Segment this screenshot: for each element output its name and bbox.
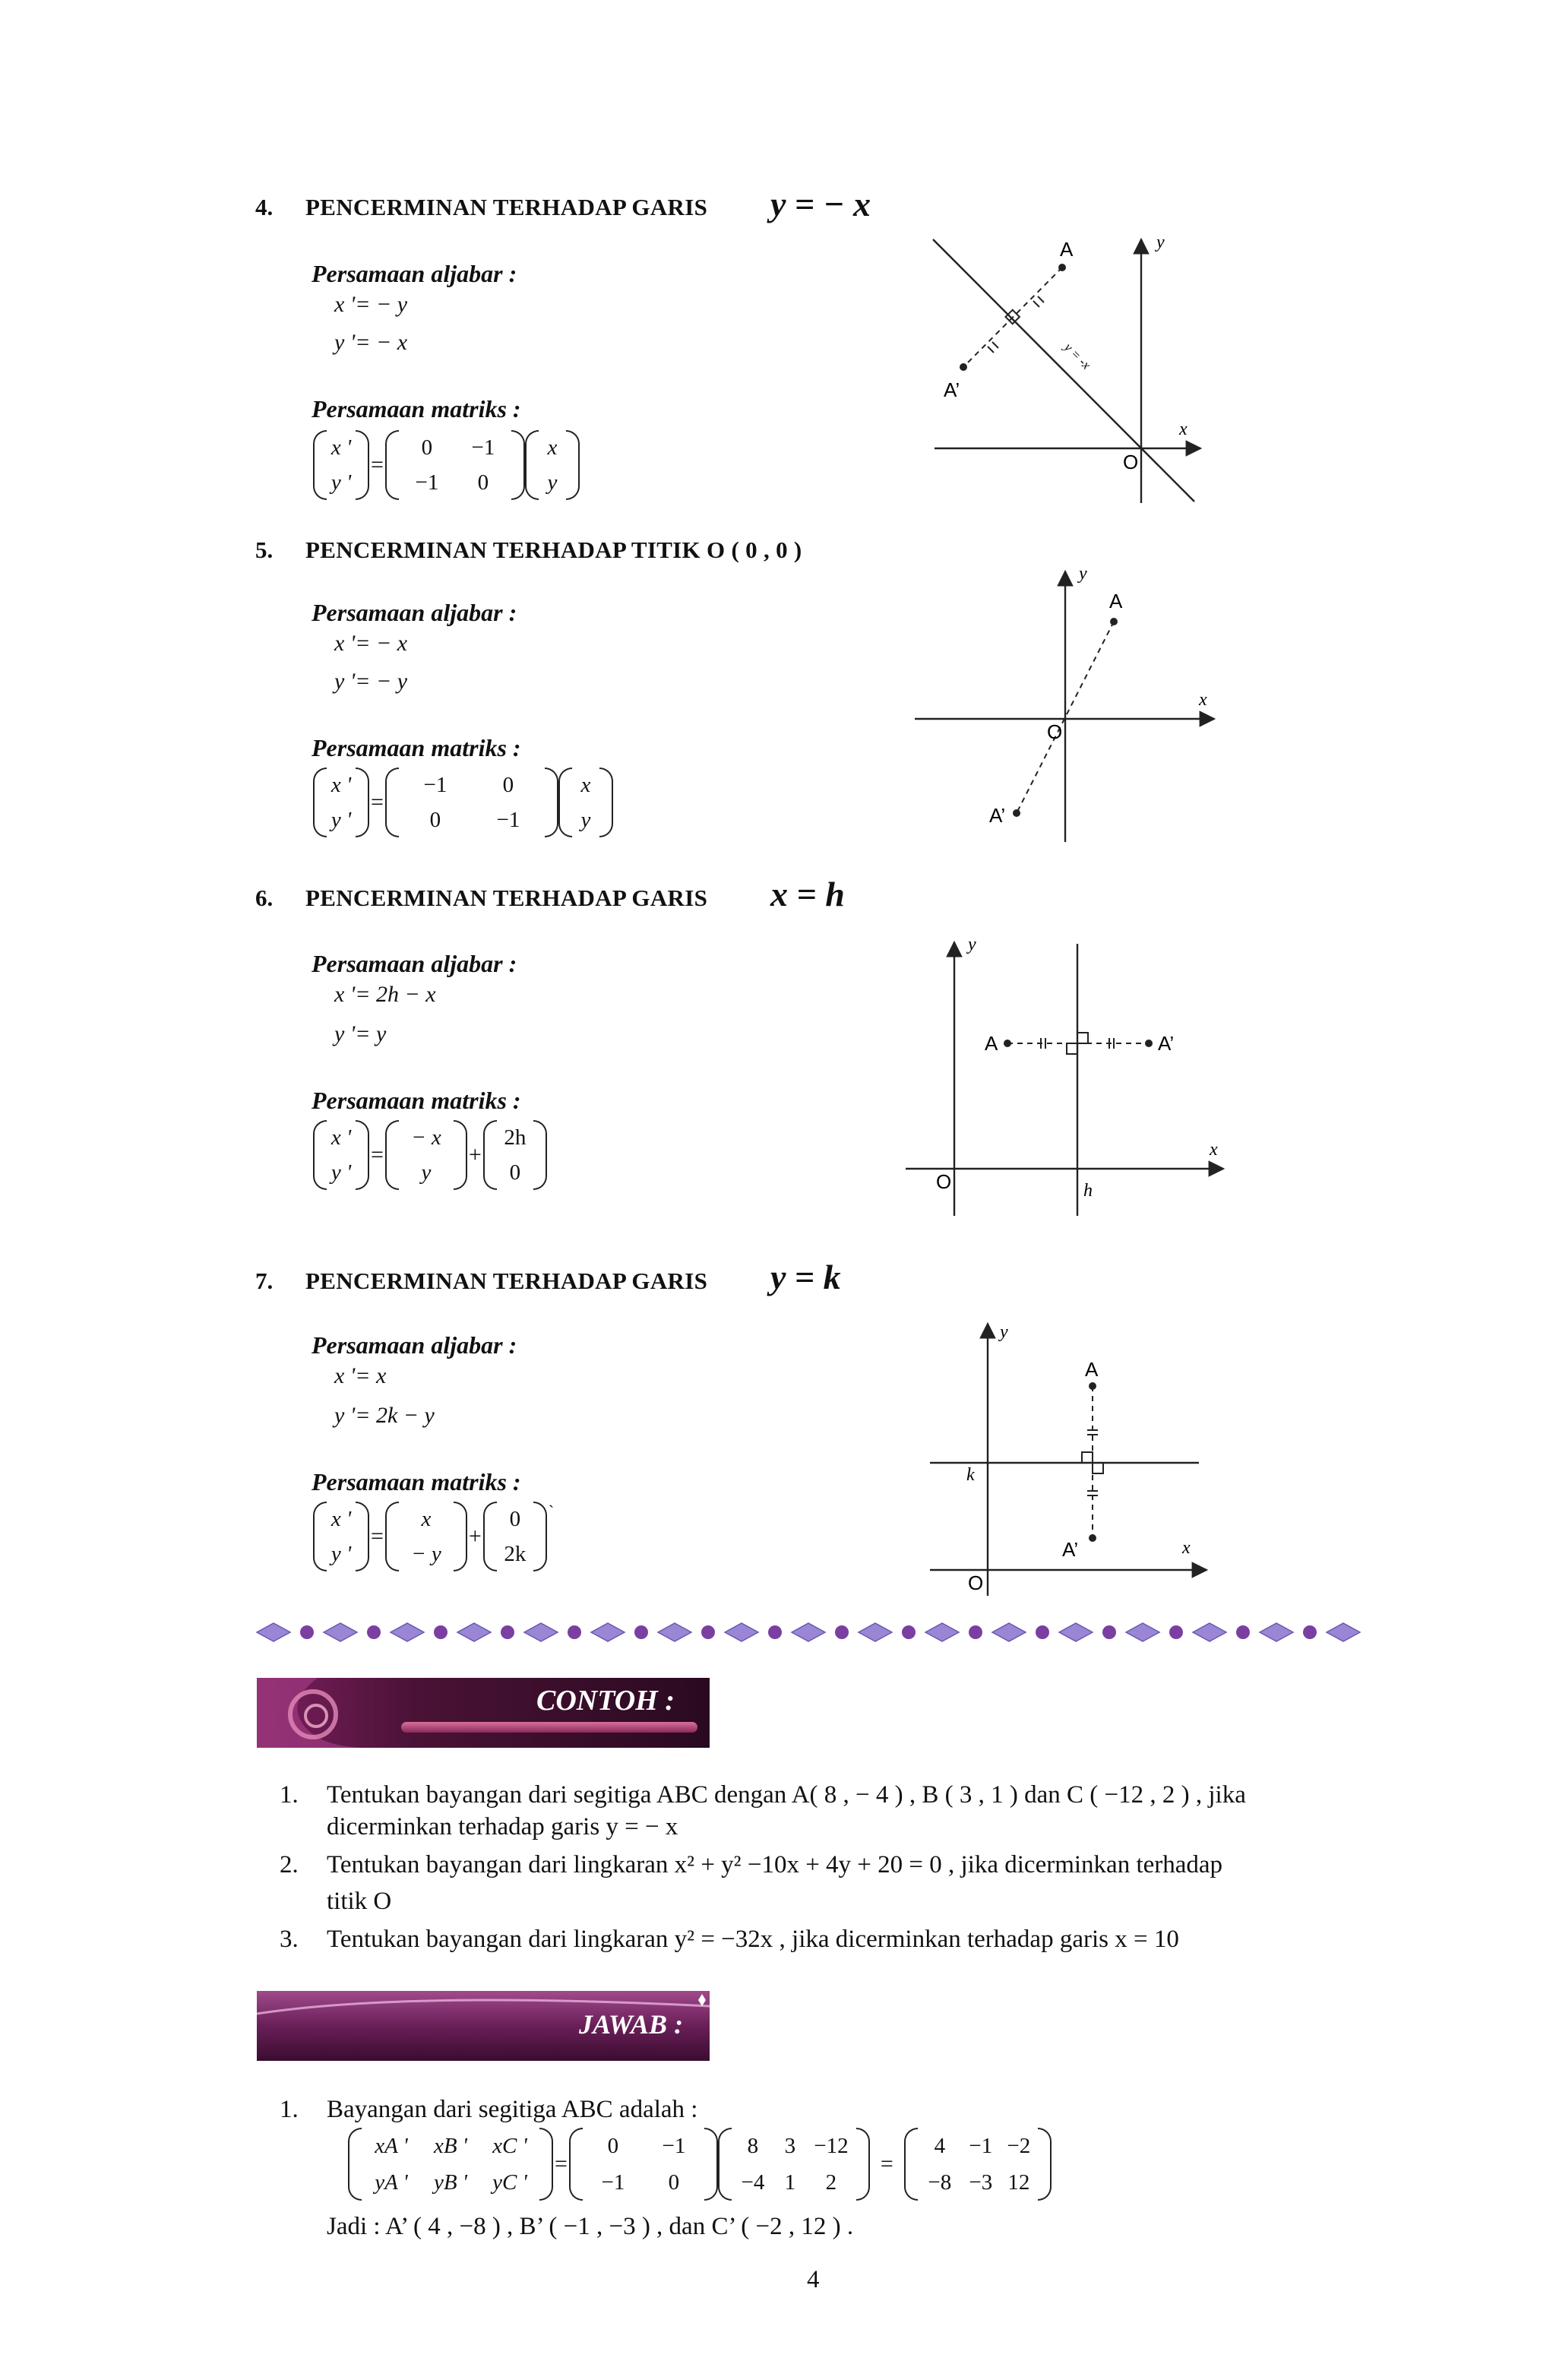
- divider-diamond: [725, 1623, 758, 1641]
- question-2-text: Tentukan bayangan dari lingkaran x² + y² −10x + 4y + 20 = 0 , jika dicerminkan terhadap: [327, 1851, 1223, 1878]
- divider-diamond: [324, 1623, 357, 1641]
- question-1-text: Tentukan bayangan dari segitiga ABC dengan A( 8 , − 4 ) , B ( 3 , 1 ) dan C ( −12 , 2 ) , jika: [327, 1781, 1246, 1809]
- label-y: y: [968, 935, 976, 954]
- jawab-banner-text: JAWAB :: [579, 2009, 684, 2040]
- dashed-segment: [963, 267, 1062, 367]
- label-a-prime: A’: [944, 378, 960, 401]
- label-k: k: [966, 1465, 975, 1485]
- divider-bead: [367, 1625, 381, 1639]
- divider-bead: [1236, 1625, 1250, 1639]
- point-a: [1058, 264, 1066, 271]
- section-6-aljabar-label: Persamaan aljabar :: [312, 950, 517, 977]
- divider-bead: [300, 1625, 314, 1639]
- label-a: A: [985, 1032, 998, 1055]
- graph-reflection-origin: [904, 562, 1238, 851]
- divider-bead: [969, 1625, 982, 1639]
- divider-diamond: [457, 1623, 491, 1641]
- label-y: y: [1156, 233, 1165, 252]
- graph-reflection-x-equals-h: [897, 933, 1246, 1222]
- section-6-aljabar-x: x '= 2h − x: [334, 982, 436, 1007]
- point-a-prime: [1013, 809, 1020, 817]
- contoh-banner-text: CONTOH :: [536, 1685, 675, 1717]
- section-7-title-math: y = k: [770, 1258, 841, 1296]
- label-h: h: [1083, 1181, 1093, 1201]
- point-a: [1089, 1382, 1096, 1390]
- section-5-number: 5.: [255, 536, 274, 563]
- label-x: x: [1182, 1538, 1191, 1558]
- divider-diamond: [1327, 1623, 1360, 1641]
- graph-reflection-y-minus-x: [897, 220, 1231, 509]
- divider-bead: [835, 1625, 849, 1639]
- question-1-number: 1.: [280, 1781, 299, 1809]
- section-6-matriks-label: Persamaan matriks :: [312, 1087, 521, 1114]
- label-origin: O: [968, 1571, 984, 1594]
- section-5-title: PENCERMINAN TERHADAP TITIK O ( 0 , 0 ): [305, 536, 802, 563]
- section-4-aljabar-x: x '= − y: [334, 292, 408, 317]
- divider-bead: [701, 1625, 715, 1639]
- section-4-matriks-label: Persamaan matriks :: [312, 395, 521, 423]
- decorative-divider: [255, 1617, 1380, 1647]
- label-x: x: [1199, 690, 1207, 710]
- divider-diamond: [591, 1623, 625, 1641]
- section-4-title: PENCERMINAN TERHADAP GARIS: [305, 194, 708, 220]
- section-6-number: 6.: [255, 885, 274, 911]
- label-origin: O: [1123, 451, 1139, 473]
- answer-1-number: 1.: [280, 2096, 299, 2123]
- section-7-aljabar-x: x '= x: [334, 1363, 387, 1388]
- section-7-matrix-equation: x ' y ' = x − y + 0 2k `: [313, 1502, 555, 1571]
- divider-diamond: [1126, 1623, 1159, 1641]
- answer-1-matrix-equation: xA ' xB ' xC ' yA ' yB ' yC ' = 0 −1 −1 0 8 3 −12 −4 1 2 = 4 −1 −2 −8 −3 12: [348, 2128, 1052, 2201]
- divider-bead: [768, 1625, 782, 1639]
- divider-diamond: [524, 1623, 558, 1641]
- label-a-prime: A’: [1158, 1032, 1175, 1055]
- question-1-text-cont: dicerminkan terhadap garis y = − x: [327, 1813, 678, 1840]
- divider-bead: [1102, 1625, 1116, 1639]
- divider-bead: [1169, 1625, 1183, 1639]
- section-5-matrix-equation: x ' y ' = −1 0 0 −1 x y: [313, 767, 613, 837]
- question-2-number: 2.: [280, 1851, 299, 1878]
- label-a-prime: A’: [1062, 1538, 1079, 1561]
- point-a-prime: [960, 363, 967, 371]
- divider-diamond: [992, 1623, 1026, 1641]
- section-4-title-math: y = − x: [770, 185, 871, 223]
- divider-diamond: [658, 1623, 691, 1641]
- divider-diamond: [391, 1623, 424, 1641]
- section-7-aljabar-y: y '= 2k − y: [334, 1403, 435, 1428]
- section-5-aljabar-x: x '= − x: [334, 631, 408, 656]
- divider-bead: [1303, 1625, 1317, 1639]
- page-number: 4: [807, 2266, 820, 2293]
- question-3-number: 3.: [280, 1926, 299, 1953]
- label-y: y: [1000, 1322, 1008, 1342]
- label-x: x: [1179, 419, 1188, 439]
- label-a: A: [1060, 238, 1074, 261]
- divider-bead: [634, 1625, 648, 1639]
- divider-bead: [902, 1625, 916, 1639]
- point-a-prime: [1089, 1534, 1096, 1542]
- section-6-matrix-equation: x ' y ' = − x y + 2h 0: [313, 1120, 547, 1190]
- section-7-aljabar-label: Persamaan aljabar :: [312, 1331, 517, 1359]
- divider-bead: [501, 1625, 514, 1639]
- divider-diamond: [1193, 1623, 1226, 1641]
- answer-1-conclusion: Jadi : A’ ( 4 , −8 ) , B’ ( −1 , −3 ) , dan C’ ( −2 , 12 ) .: [327, 2213, 854, 2240]
- section-5-matriks-label: Persamaan matriks :: [312, 734, 521, 761]
- divider-bead: [434, 1625, 448, 1639]
- divider-bead: [568, 1625, 581, 1639]
- answer-1-text: Bayangan dari segitiga ABC adalah :: [327, 2096, 698, 2123]
- section-7-title: PENCERMINAN TERHADAP GARIS: [305, 1268, 708, 1294]
- section-6-title: PENCERMINAN TERHADAP GARIS: [305, 885, 708, 911]
- section-5-aljabar-label: Persamaan aljabar :: [312, 599, 517, 626]
- jawab-banner: [257, 1991, 710, 2061]
- section-6-aljabar-y: y '= y: [334, 1021, 387, 1046]
- label-y: y: [1079, 564, 1087, 584]
- divider-diamond: [1260, 1623, 1293, 1641]
- point-a-prime: [1145, 1040, 1153, 1047]
- point-a: [1110, 618, 1118, 625]
- divider-bead: [1036, 1625, 1049, 1639]
- divider-diamond: [925, 1623, 959, 1641]
- contoh-banner: [257, 1678, 710, 1748]
- section-5-aljabar-y: y '= − y: [334, 669, 408, 694]
- label-a-prime: A’: [989, 804, 1006, 827]
- section-4-aljabar-y: y '= − x: [334, 330, 408, 355]
- divider-diamond: [1059, 1623, 1093, 1641]
- label-line: y = -x: [1061, 340, 1094, 372]
- label-a: A: [1085, 1358, 1099, 1381]
- divider-diamond: [859, 1623, 892, 1641]
- line-y-minus-x: [933, 239, 1194, 502]
- section-7-number: 7.: [255, 1268, 274, 1294]
- section-4-number: 4.: [255, 194, 274, 220]
- question-2-text-cont: titik O: [327, 1888, 392, 1915]
- graph-reflection-y-equals-k: [919, 1315, 1223, 1603]
- label-x: x: [1210, 1140, 1218, 1160]
- label-a: A: [1109, 590, 1123, 612]
- section-4-aljabar-label: Persamaan aljabar :: [312, 260, 517, 287]
- question-3-text: Tentukan bayangan dari lingkaran y² = −32x , jika dicerminkan terhadap garis x = 10: [327, 1926, 1179, 1953]
- section-6-title-math: x = h: [770, 875, 845, 913]
- divider-diamond: [257, 1623, 290, 1641]
- point-a: [1004, 1040, 1011, 1047]
- label-origin: O: [936, 1170, 952, 1193]
- section-4-matrix-equation: x ' y ' = 0 −1 −1 0 x y: [313, 430, 580, 500]
- divider-diamond: [792, 1623, 825, 1641]
- section-7-matriks-label: Persamaan matriks :: [312, 1468, 521, 1495]
- label-origin: O: [1047, 720, 1063, 743]
